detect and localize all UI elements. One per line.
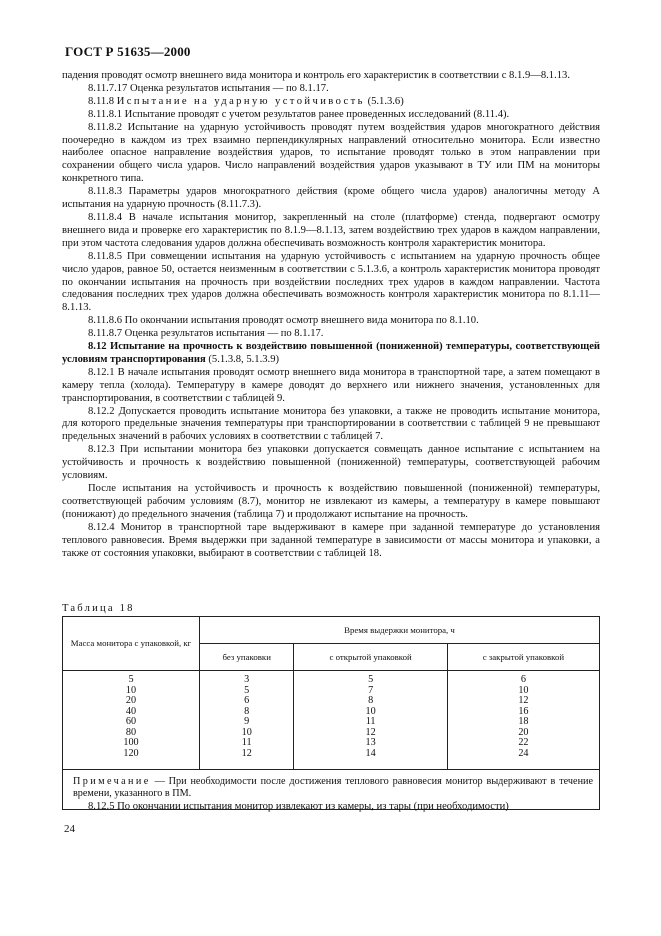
paragraph: 8.11.8.4 В начале испытания монитор, закрепленный на столе (платформе) стенда, подвергают осмотру внешнего вида и проверке его характеристик по 8.1.9—8.1.13, затем воздействию трех ударов в каждом направлении, при этом частота следования ударов должна обеспечивать возможность контроля характеристик монитора. bbox=[62, 211, 600, 249]
table-cell: 120 bbox=[123, 747, 139, 759]
paragraph: 8.11.8.1 Испытание проводят с учетом результатов ранее проведенных исследований (8.11.4). bbox=[88, 108, 510, 120]
page-number: 24 bbox=[64, 823, 75, 835]
table-cell: 80 bbox=[125, 726, 137, 738]
column-header-closed-pack: с закрытой упаковкой bbox=[447, 644, 599, 671]
table-cell: 18 bbox=[518, 716, 529, 727]
table-cell: 60 bbox=[125, 716, 137, 727]
table-cell: 12 bbox=[518, 695, 529, 706]
table-cell: 5 bbox=[368, 674, 374, 685]
paragraph: 8.12.3 При испытании монитора без упаковки допускается совмещать данное испытание с испытанием на устойчивость и прочность к воздействию повышенной (пониженной) температуры, соответствующей рабочим условиям. bbox=[62, 444, 600, 482]
table-cell: 11 bbox=[365, 716, 376, 727]
paragraph: 8.11.8.5 При совмещении испытания на ударную устойчивость с испытанием на ударную прочность общее число ударов, равное 50, остается неизменным в соответствии с 5.1.3.6, а контроль характеристик монитора проводят по окончании испытания на прочность при воздействии последних трех ударов в каждом направлении. Частота следования последних трех ударов должна обеспечивать возможность контроля характеристик монитора по 8.1.11—8.1.13. bbox=[62, 250, 600, 314]
table-cell: 12 bbox=[365, 726, 376, 738]
table-cell: 7 bbox=[368, 684, 374, 696]
section-heading: 8.11.8 Испытание на ударную устойчивость (5.1.3.6) bbox=[88, 95, 404, 107]
table-cell: 20 bbox=[518, 726, 529, 738]
table-cell: 6 bbox=[520, 674, 526, 685]
table-18 bbox=[62, 616, 600, 810]
paragraph: 8.11.8.7 Оценка результатов испытания — по 8.1.17. bbox=[88, 328, 324, 340]
table-cell: 5 bbox=[244, 684, 250, 696]
table-cell: 16 bbox=[518, 705, 529, 717]
table-cell: 24 bbox=[518, 747, 529, 759]
section-heading: 8.12 Испытание на прочность к воздействию повышенной (пониженной) температуры, соответствующей условиям транспортирования (5.1.3.8, 5.1.3.9) bbox=[62, 341, 600, 365]
column-header-no-pack: без упаковки bbox=[200, 644, 294, 671]
paragraph: 8.11.8.2 Испытание на ударную устойчивость проводят путем воздействия ударов многократного действия поочередно в каждом из трех взаимно перпендикулярных направлений относительно монитора. Если известно наиболее опасное направление воздействия ударов, то испытание проводят только в этом направлении при сохранении общего числа ударов. Число направлений воздействия ударов указывают в ТУ или ПМ на мониторы конкретного типа. bbox=[62, 121, 600, 185]
paragraph-after-table: 8.12.5 По окончании испытания монитор извлекают из камеры, из тары (при необходимости) bbox=[88, 801, 509, 812]
paragraph: После испытания на устойчивость и прочность к воздействию повышенной (пониженной) температуры, соответствующей рабочим условиям (8.7), монитор не извлекают из камеры, а температуру в камере повышают (понижают) до предельного значения (таблица 7) и продолжают испытание на прочность. bbox=[62, 483, 600, 520]
table-cell: 12 bbox=[241, 747, 252, 759]
paragraph: 8.12.2 Допускается проводить испытание монитора без упаковки, а также не проводить испытание монитора, для которого предельные значения температуры при транспортировании в соответствии с таблицей 9 не превышают предельных значений в рабочих условиях в соответствии с таблицей 7. bbox=[62, 405, 600, 443]
table-cell: 10 bbox=[241, 726, 252, 738]
table-cell: 6 bbox=[244, 695, 250, 706]
closed-pack-column bbox=[447, 671, 599, 770]
table-cell: 10 bbox=[518, 684, 529, 696]
table-cell: 14 bbox=[365, 747, 376, 759]
no-pack-column bbox=[200, 671, 294, 770]
paragraph: 8.11.8.3 Параметры ударов многократного действия (кроме общего числа ударов) аналогичны методу А испытания на ударную прочность (8.11.7.3). bbox=[62, 186, 600, 211]
table-cell: 22 bbox=[518, 737, 529, 748]
table-cell: 10 bbox=[365, 705, 376, 717]
paragraph: 8.11.8.6 По окончании испытания проводят осмотр внешнего вида монитора по 8.1.10. bbox=[88, 315, 479, 327]
table-cell: 9 bbox=[244, 716, 250, 727]
note-label: Примечание bbox=[73, 776, 151, 787]
table-cell: 8 bbox=[244, 705, 250, 717]
column-header-mass: Масса монитора с упаковкой, кг bbox=[63, 617, 200, 671]
table-cell: 13 bbox=[365, 737, 376, 748]
body-text bbox=[62, 70, 600, 560]
note-text: — При необходимости после достижения теплового равновесия монитор выдерживают в течение времени, указанного в ПМ. bbox=[73, 776, 593, 800]
table-cell: 20 bbox=[125, 695, 137, 706]
paragraph: 8.11.7.17 Оценка результатов испытания — по 8.1.17. bbox=[88, 82, 329, 94]
table-caption: Таблица 18 bbox=[62, 603, 135, 614]
table-cell: 11 bbox=[241, 737, 252, 748]
paragraph: 8.12.1 В начале испытания проводят осмотр внешнего вида монитора в транспортной таре, а затем помещают в камеру тепла (холода). Температуру в камере доводят до верхнего или нижнего значения, установленных для транспортирования, в соответствии с таблицей 9. bbox=[62, 366, 600, 404]
open-pack-column bbox=[294, 671, 447, 770]
paragraph: 8.12.4 Монитор в транспортной таре выдерживают в камере при заданной температуре до установления теплового равновесия. Время выдержки при заданной температуре в зависимости от массы монитора и упаковки, а также от состояния упаковки, выбирают в соответствии с таблицей 18. bbox=[62, 521, 600, 559]
table-cell: 8 bbox=[368, 695, 374, 706]
column-header-time: Время выдержки монитора, ч bbox=[200, 617, 600, 644]
table-cell: 3 bbox=[244, 674, 250, 685]
table-cell: 5 bbox=[128, 674, 134, 685]
table-cell: 10 bbox=[125, 684, 137, 696]
column-header-open-pack: с открытой упаковкой bbox=[294, 644, 447, 671]
mass-column bbox=[63, 671, 200, 770]
table-cell: 100 bbox=[123, 737, 139, 748]
document-header: ГОСТ Р 51635—2000 bbox=[65, 44, 191, 59]
table-cell: 40 bbox=[125, 705, 137, 717]
paragraph: падения проводят осмотр внешнего вида монитора и контроль его характеристик в соответствии с 8.1.9—8.1.13. bbox=[62, 70, 570, 81]
